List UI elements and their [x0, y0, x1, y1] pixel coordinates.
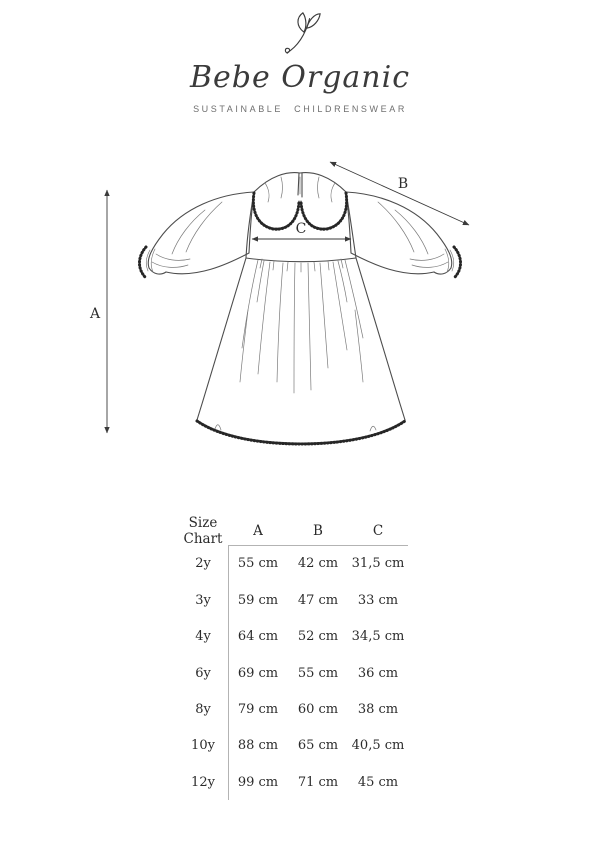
size-label: 4y	[195, 629, 211, 645]
table-row	[178, 692, 408, 728]
measurement-c: 34,5 cm	[351, 629, 405, 645]
measurement-b: 42 cm	[297, 556, 339, 572]
measurement-b: 55 cm	[297, 665, 339, 681]
brand-header	[0, 10, 600, 114]
size-chart-title	[178, 515, 228, 547]
table-row	[178, 546, 408, 582]
size-label: 10y	[191, 738, 215, 754]
measurement-a: 59 cm	[237, 592, 279, 608]
measurement-b: 71 cm	[297, 774, 339, 790]
measurement-c: 45 cm	[357, 774, 399, 790]
size-label: 3y	[195, 592, 211, 608]
table-row	[178, 582, 408, 618]
size-chart-title-line2: Chart	[183, 531, 223, 547]
measurement-arrow-b	[330, 162, 469, 225]
measurement-b: 52 cm	[297, 629, 339, 645]
measurement-label-a: A	[89, 306, 101, 322]
measurement-b: 60 cm	[297, 701, 339, 717]
table-row	[178, 655, 408, 691]
brand-tagline: SUSTAINABLE CHILDRENSWEAR	[193, 104, 407, 114]
measurement-arrows	[107, 162, 469, 433]
measurement-c: 38 cm	[357, 701, 399, 717]
measurement-a: 88 cm	[237, 738, 279, 754]
measurement-c: 40,5 cm	[351, 738, 405, 754]
table-row	[178, 764, 408, 800]
measurement-a: 99 cm	[237, 774, 279, 790]
column-header-b: B	[313, 522, 323, 539]
size-chart-title-line1: Size	[188, 514, 218, 531]
measurement-label-c: C	[295, 221, 307, 237]
size-label: 6y	[195, 665, 211, 681]
column-header-a: A	[253, 522, 263, 539]
size-label: 12y	[191, 774, 215, 790]
dress-size-diagram	[0, 150, 600, 480]
table-row	[178, 728, 408, 764]
measurement-a: 69 cm	[237, 665, 279, 681]
dress-illustration	[139, 173, 460, 444]
measurement-label-b: B	[397, 176, 409, 192]
measurement-a: 64 cm	[237, 629, 279, 645]
leaf-sprig-icon	[277, 10, 323, 56]
size-label: 8y	[195, 701, 211, 717]
size-chart-rows	[178, 546, 408, 801]
table-row	[178, 619, 408, 655]
brand-name: Bebe Organic	[189, 60, 411, 95]
measurement-c: 36 cm	[357, 665, 399, 681]
measurement-c: 31,5 cm	[351, 556, 405, 572]
size-label: 2y	[195, 556, 211, 572]
measurement-b: 47 cm	[297, 592, 339, 608]
measurement-a: 79 cm	[237, 701, 279, 717]
column-header-c: C	[372, 522, 384, 539]
measurement-a: 55 cm	[237, 556, 279, 572]
size-chart-header	[178, 513, 408, 549]
measurement-b: 65 cm	[297, 738, 339, 754]
measurement-c: 33 cm	[357, 592, 399, 608]
